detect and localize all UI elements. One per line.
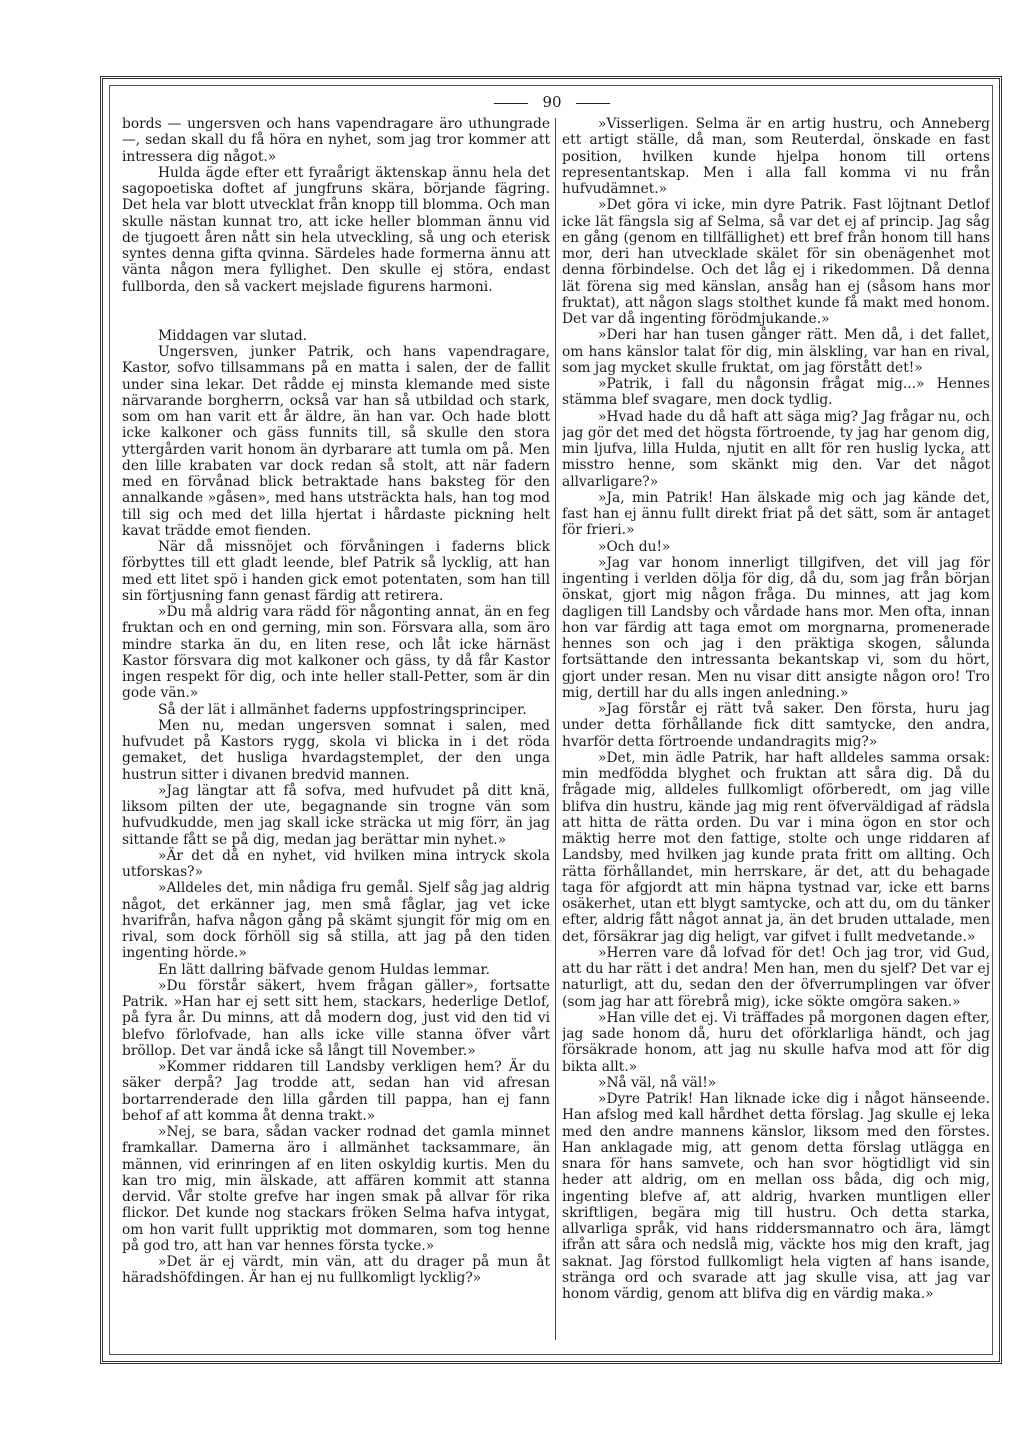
paragraph: »Det, min ädle Patrik, har haft alldeles samma orsak: min medfödda blyghet och fruktan att såra dig. Då du frågade mig, alldeles fullkomligt oförberedt, om jag ville blifva din hustru, kände jag mig rent öfverväldigad af rädsla att hitta de rätta orden. Du var i mina ögon en stor och mäktig herre mot den fattige, stolte och unge riddaren af Landsby, med hvilken jag kunde prata fritt om allting. Och rätta förhållandet, min herrskare, är det, att du behagade taga för afgjordt att min häpna tystnad var, icke ett barns osäkerhet, utan ett blygt samtycke, och att du, om du tänker efter, aldrig fått något annat ja, än det bruden uttalade, men det, försäkrar jag dig heligt, var gifvet i fullt medvetande.» xyxy=(562,749,990,945)
page-number: 90 xyxy=(542,93,562,111)
paragraph: »Och du!» xyxy=(598,538,671,555)
paragraph: »Du förstår säkert, hvem frågan gäller», fortsatte Patrik. »Han har ej sett sitt hem, stackars, hederlige Detlof, på fyra år. Du minns, att då modern dog, just vid den tid vi blefvo förlofvade, han alls icke ville stanna öfver vårt bröllop. Det var ändå icke så långt till November.» xyxy=(122,977,550,1059)
paragraph: »Deri har han tusen gånger rätt. Men då, i det fallet, om hans känslor talat för dig, min älskling, var han en rival, som jag mycket skulle fruktat, om jag förstått det!» xyxy=(562,327,990,376)
paragraph: »Kommer riddaren till Landsby verkligen hem? Är du säker derpå? Jag trodde att, sedan han vid afresan bortarrenderade den lilla gården till pappa, han ej fann behof af att komma åt denna trakt.» xyxy=(122,1059,550,1124)
paragraph: Middagen var slutad. xyxy=(158,327,308,344)
paragraph: »Nå väl, nå väl!» xyxy=(598,1074,717,1091)
paragraph: »Det göra vi icke, min dyre Patrik. Fast löjtnant Detlof icke lät fängsla sig af Selma, så var det ej af princip. Jag såg en gång (genom en tillfällighet) ett bref från honom till hans mor, deri han utvecklade skälet för sin obenägenhet mot denna förbindelse. Och det låg ej i rikedommen. Då denna lät förena sig med känslan, ansåg han ej (såsom hans mor fruktat), att någon slags stolthet kunde få makt med honom. Det var då ingenting förödmjukande.» xyxy=(562,197,990,327)
header-dash-right xyxy=(576,103,610,104)
paragraph: Så der lät i allmänhet faderns uppfostringsprinciper. xyxy=(158,701,527,718)
right-column xyxy=(562,116,990,1344)
paragraph: När då missnöjet och förvåningen i faderns blick förbyttes till ett gladt leende, blef Patrik så lycklig, att han med ett litet spö i handen gick emot potentaten, som han till sin förtjusning fann genast färdig att retirera. xyxy=(122,539,550,604)
paragraph: »Herren vare då lofvad för det! Och jag tror, vid Gud, att du har rätt i det andra! Men han, men du sjelf? Det var ej naturligt, att du, sedan den der öfverrumplingen var öfver (som jag har att förebrå mig), icke sökte omgöra saken.» xyxy=(562,944,990,1010)
paragraph: »Nej, se bara, sådan vacker rodnad det gamla minnet framkallar. Damerna äro i allmänhet tacksammare, än männen, vid erinringen af en liten oskyldig kurtis. Men du kan tro mig, min älskade, att affären kommit att stanna dervid. Vår stolte grefve har ingen smak på allvar för rika flickor. Det kunde nog stackars fröken Selma hafva intygat, om hon varit fullt uppriktig mot dommaren, som tog henne på god tro, att han var hennes första tycke.» xyxy=(122,1124,550,1254)
page-header xyxy=(112,90,992,114)
left-column xyxy=(122,116,550,1344)
paragraph: »Han ville det ej. Vi träffades på morgonen dagen efter, jag sade honom då, huru det oförklarliga händt, och jag försäkrade honom, att jag nu skulle hafva mod att för dig bikta allt.» xyxy=(562,1009,990,1075)
paragraph: Hulda ägde efter ett fyraårigt äktenskap ännu hela det sagopoetiska doftet af jungfruns skära, börjande fägring. Det hela var blott utvecklat från knopp till blomma. Och man skulle nästan kunnat tro, att icke heller blomman ännu vid de tjugoett åren nått sin hela utveckling, så ung och eterisk syntes denna gifta qvinna. Särdeles hade formerna ännu att vänta någon mera fyllighet. Den skulle ej störa, endast fullborda, den så vackert mejslade figurens harmoni. xyxy=(122,164,550,295)
column-divider xyxy=(555,118,556,1340)
paragraph: »Du må aldrig vara rädd för någonting annat, än en feg fruktan och en ond gerning, min son. Försvara alla, som äro mindre starka än du, en liten rese, och låt icke härnäst Kastor försvara dig mot kalkoner och gäss, ty då får Kastor ingen respekt för dig, och inte heller stall-Petter, som är din gode vän.» xyxy=(122,604,550,702)
paragraph: »Det är ej värdt, min vän, att du drager på mun åt häradshöfdingen. Är han ej nu fullkomligt lycklig?» xyxy=(122,1254,550,1287)
paragraph: »Visserligen. Selma är en artig hustru, och Anneberg ett artigt ställe, då man, som Reuterdal, önskade en fast position, hvilken kunde hjelpa honom till ortens representantskap. Men i alla fall komma vi nu från hufvudämnet.» xyxy=(562,116,990,197)
paragraph: bords — ungersven och hans vapendragare äro uthungrade —, sedan skall du få höra en nyhet, som jag tror kommer att intressera dig något.» xyxy=(122,116,550,165)
paragraph: »Ja, min Patrik! Han älskade mig och jag kände det, fast han ej ännu fullt direkt friat på det sätt, som är antaget för frieri.» xyxy=(562,489,990,539)
paragraph: »Patrik, i fall du någonsin frågat mig...» Hennes stämma blef svagare, men dock tydlig. xyxy=(562,376,990,409)
paragraph: »Hvad hade du då haft att säga mig? Jag frågar nu, och jag gör det med det högsta förtroende, ty jag har genom dig, min ljufva, lilla Hulda, njutit en allt för ren huslig lycka, att misstro henne, som skänkt mig den. Var det något allvarligare?» xyxy=(562,408,990,490)
paragraph: »Är det då en nyhet, vid hvilken mina intryck skola utforskas?» xyxy=(122,847,550,880)
paragraph: »Alldeles det, min nådiga fru gemål. Sjelf såg jag aldrig något, det erkänner jag, men små fåglar, jag vet icke hvarifrån, hafva någon gång på skämt sjungit för mig om en rival, som dock förhöll sig så stilla, att jag på den tiden ingenting hörde.» xyxy=(122,880,550,962)
paragraph: »Dyre Patrik! Han liknade icke dig i något hänseende. Han afslog med kall hårdhet detta förslag. Jag skulle ej leka med den andre mannens känslor, liksom med den förstes. Han anklagade mig, att genom detta förslag utlägga en snara för hans samvete, och han svor högtidligt vid sin heder att aldrig, om en mellan oss båda, dig och mig, ingenting blefve af, att aldrig, hvarken muntligen eller skriftligen, begära mig till hustru. Och detta starka, allvarliga språk, vid hans riddersmannatro och ära, lämgt ifrån att såra och nedslå mig, väckte hos mig den kraft, jag saknat. Jag förstod fullkomligt hela vigten af hans isande, stränga ord och svarade att jag skulle visa, att jag var honom värdig, genom att blifva dig en värdig maka.» xyxy=(562,1091,990,1302)
paragraph: »Jag var honom innerligt tillgifven, det vill jag för ingenting i verlden dölja för dig, då du, som jag från början önskat, gjort mig någon fråga. Du minnes, att jag kom dagligen till Landsby och vårdade hans mor. Men ofta, innan hon var färdig att taga emot om morgnarna, promenerade hennes son och jag i den präktiga skogen, sålunda fortsättande den intressanta bekantskap vi, som du hört, gjort under resan. Men nu visar ditt ansigte någon oro! Tro mig, dertill har du alls ingen anledning.» xyxy=(562,554,990,701)
paragraph: En lätt dallring bäfvade genom Huldas lemmar. xyxy=(158,961,490,978)
paragraph: Men nu, medan ungersven somnat i salen, med hufvudet på Kastors rygg, skola vi blicka in i det röda gemaket, det husliga hvardagstemplet, der den unga hustrun sitter i divanen bredvid mannen. xyxy=(122,717,550,783)
paragraph: Ungersven, junker Patrik, och hans vapendragare, Kastor, sofvo tillsammans på en matta i salen, der de fallit under sina lekar. Det rådde ej minsta klemande med siste närvarande borgherrn, också var han så utbildad och stark, som om han varit ett år äldre, än han var. Och hade blott icke kalkoner och gäss funnits till, så skulle den stora yttergården varit honom än dyrbarare att tumla om på. Men den lille krabaten var dock redan så stolt, att när fadern med en förvånad blick betraktade hans baksteg för den annalkande »gåsen», med hans utsträckta hals, han tog mod till sig och med det lilla hjertat i hårdaste pickning helt kavat trädde emot fienden. xyxy=(122,344,550,539)
paragraph: »Jag förstår ej rätt två saker. Den första, huru jag under detta förhållande fick ditt samtycke, den andra, hvarför detta förtroende undandragits mig?» xyxy=(562,701,990,750)
paragraph: »Jag längtar att få sofva, med hufvudet på ditt knä, liksom pilten der ute, begagnande sin trogne vän som hufvudkudde, men jag skall icke sträcka ut mig förr, än jag sittande fått se på dig, medan jag berättar min nyhet.» xyxy=(122,782,550,848)
header-dash-left xyxy=(494,103,528,104)
